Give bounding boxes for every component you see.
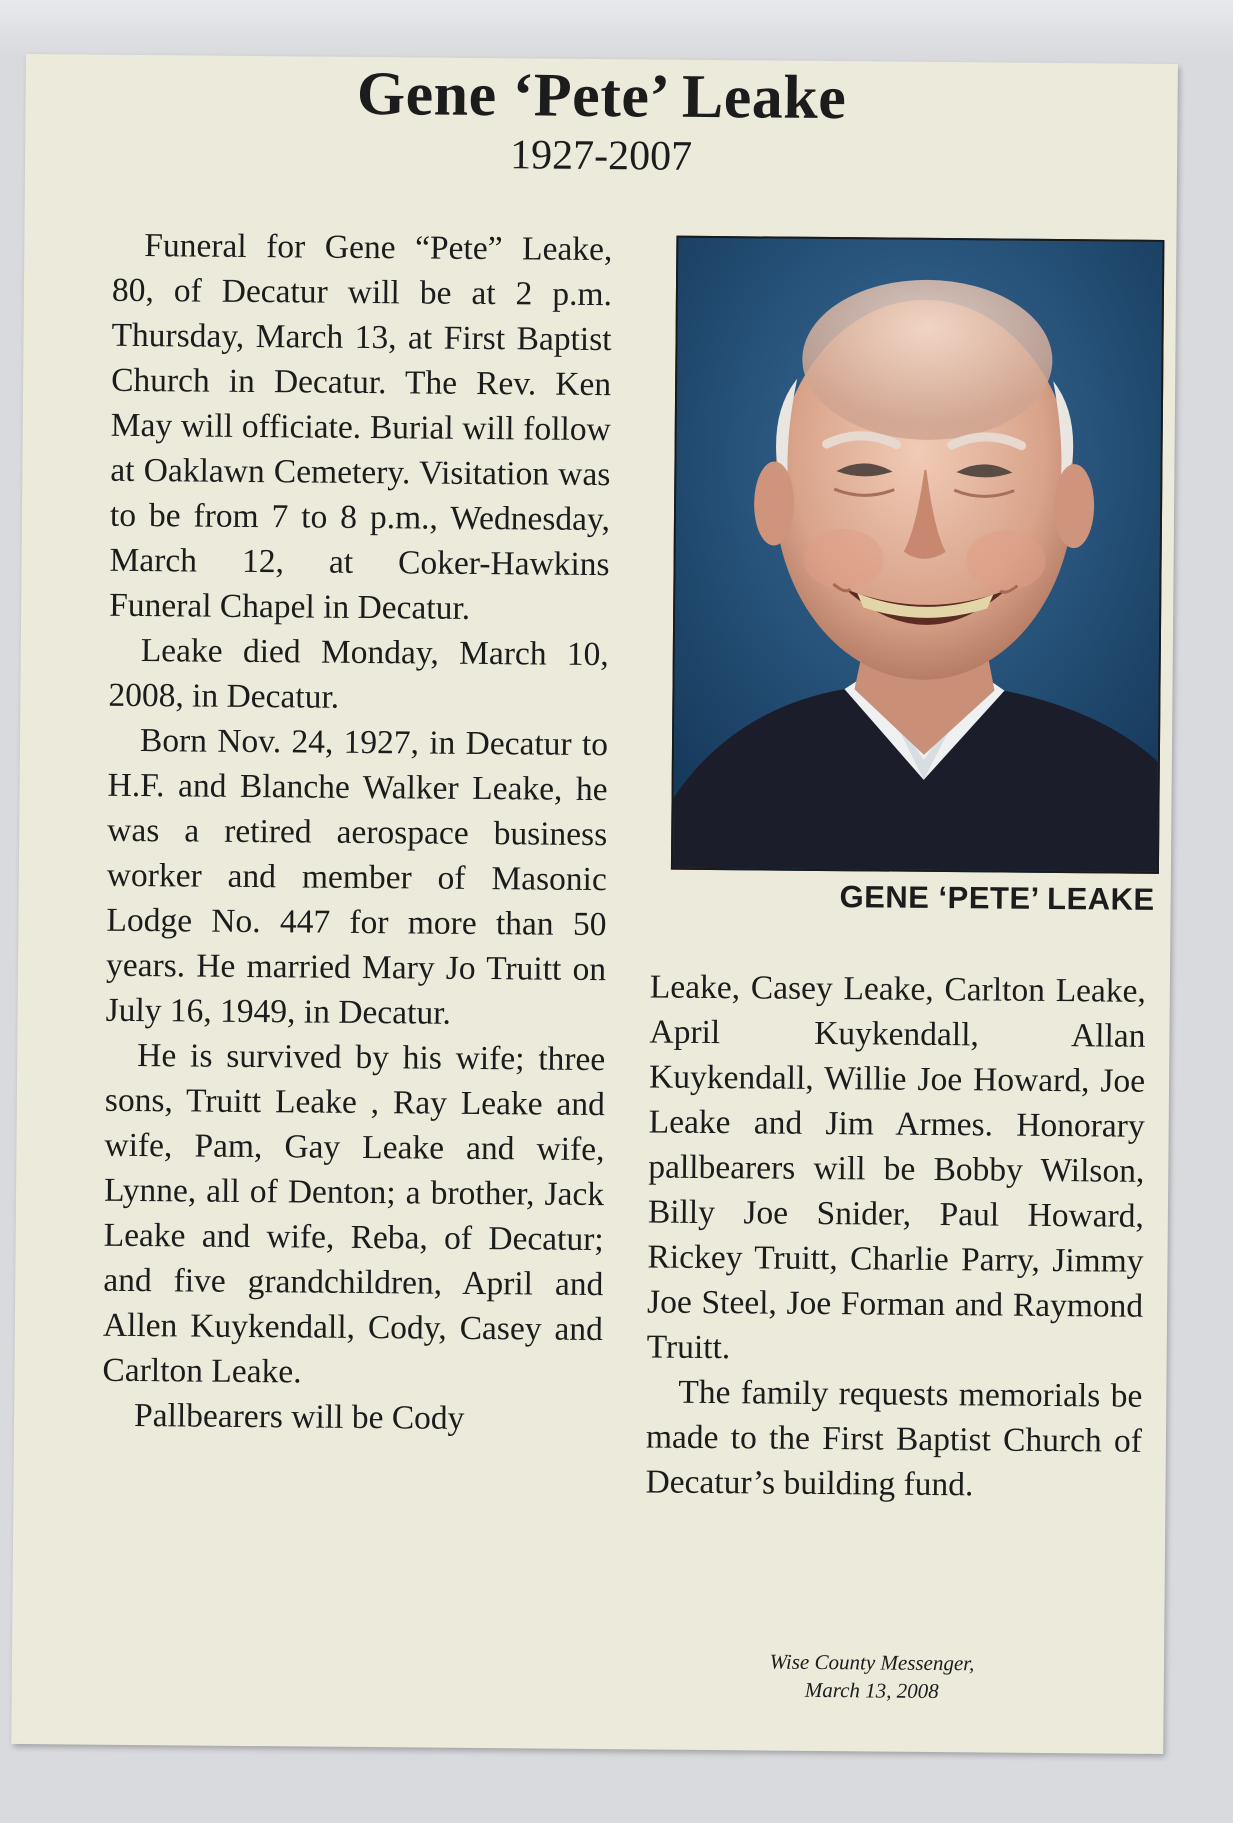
left-column <box>102 223 613 1442</box>
publication-name: Wise County Messenger, <box>769 1649 975 1676</box>
newspaper-clipping <box>11 54 1178 1754</box>
obituary-header <box>25 54 1178 185</box>
obituary-title: Gene ‘Pete’ Leake <box>356 59 847 133</box>
pallbearers-paragraph-start: Pallbearers will be Cody <box>133 1396 465 1437</box>
portrait-illustration <box>673 238 1162 872</box>
survivors-paragraph: He is survived by his wife; three sons, Truitt Leake , Ray Leake and wife, Pam, Gay Leake and wife, Lynne, all of Denton; a brother, Jack Leake and wife, Reba, of Decatur; and five grandchildren, April and Allen Kuykendall, Cody, Casey and Carlton Leake. <box>102 1037 606 1391</box>
publication-date: March 13, 2008 <box>804 1677 939 1704</box>
biography-paragraph: Born Nov. 24, 1927, in Decatur to H.F. and Blanche Walker Leake, he was a retired aerospace business worker and member of Masonic Lodge No. 447 for more than 50 years. He married Mary Jo Truitt on July 16, 1949, in Decatur. <box>105 722 609 1032</box>
portrait-photo <box>671 236 1165 874</box>
life-years: 1927-2007 <box>509 132 693 181</box>
memorials-paragraph: The family requests memorials be made to the First Baptist Church of Decatur’s building fund. <box>645 1373 1143 1504</box>
publication-credit <box>702 1647 1042 1706</box>
pallbearers-paragraph-continued: Leake, Casey Leake, Carlton Leake, April Kuykendall, Allan Kuykendall, Willie Joe Howard, Joe Leake and Jim Armes. Honorary pallbearers will be Bobby Wilson, Billy Joe Snider, Paul Howard, Rickey Truitt, Charlie Parry, Jimmy Joe Steel, Joe Forman and Raymond Truitt. <box>646 968 1147 1367</box>
right-column <box>645 964 1146 1508</box>
backdrop <box>0 0 1233 60</box>
funeral-paragraph: Funeral for Gene “Pete” Leake, 80, of Decatur will be at 2 p.m. Thursday, March 13, at First Baptist Church in Decatur. The Rev. Ken May will officiate. Burial will follow at Oaklawn Cemetery. Visitation was to be from 7 to 8 p.m., Wednesday, March 12, at Coker-Hawkins Funeral Chapel in Decatur. <box>109 227 613 627</box>
photo-caption: GENE ‘PETE’ LEAKE <box>839 879 1155 917</box>
death-paragraph: Leake died Monday, March 10, 2008, in Decatur. <box>108 632 609 716</box>
